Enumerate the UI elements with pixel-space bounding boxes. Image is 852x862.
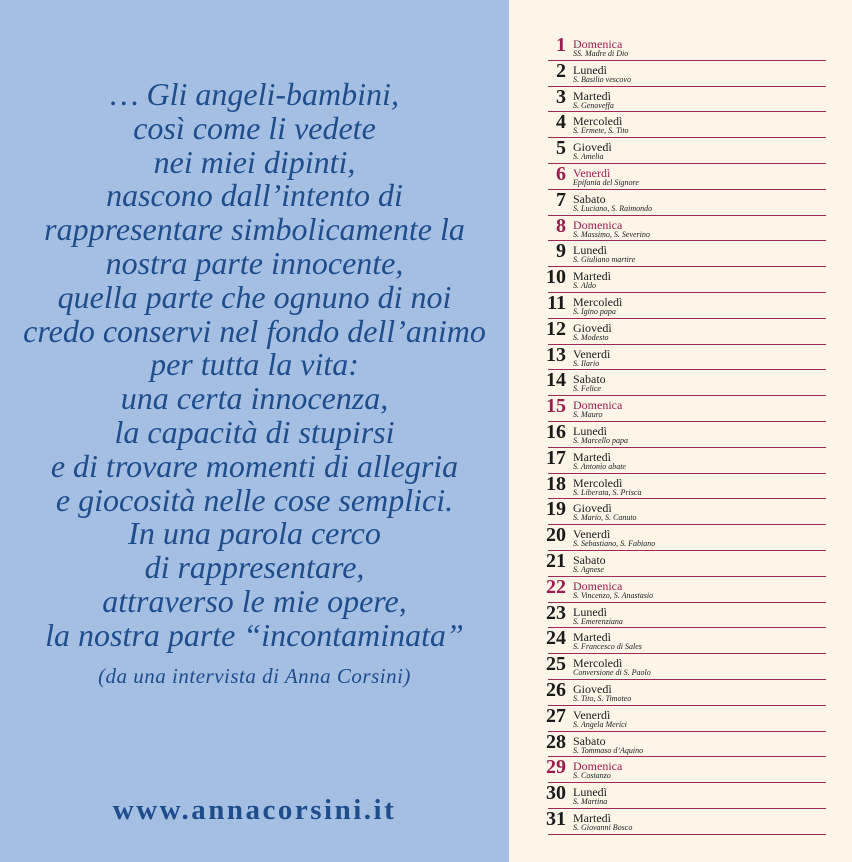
calendar-row (548, 61, 826, 87)
quote-block (0, 78, 509, 653)
day-number: 14 (546, 369, 566, 392)
calendar-row (548, 87, 826, 113)
saint-name: S. Giovanni Bosco (573, 822, 633, 832)
calendar-row (548, 680, 826, 706)
calendar-row (548, 757, 826, 783)
quote-line: … Gli angeli-bambini, (110, 76, 399, 112)
weekday-name: Mercoledì (573, 114, 623, 129)
weekday-name: Domenica (573, 759, 623, 774)
calendar-row (548, 732, 826, 758)
weekday-name: Domenica (573, 37, 623, 51)
saint-name: S. Costanzo (573, 771, 611, 781)
day-number: 9 (556, 240, 566, 263)
saint-name: S. Martina (573, 797, 608, 807)
weekday-name: Giovedì (573, 501, 612, 516)
saint-name: S. Francesco di Sales (573, 642, 642, 652)
saint-name: S. Tito, S. Timoteo (573, 693, 632, 703)
calendar-row (548, 783, 826, 809)
saint-name: S. Sebastiano, S. Fabiano (573, 539, 656, 549)
saint-name: S. Agnese (573, 564, 604, 574)
quote-line: la nostra parte “incontaminata” (45, 616, 464, 653)
website-url: www.annacorsini.it (112, 794, 397, 826)
saint-name: S. Igino papa (573, 306, 616, 316)
saint-name: S. Mauro (573, 410, 603, 420)
saint-name: S. Modesto (573, 332, 609, 342)
saint-name: S. Vincenzo, S. Anastasio (573, 590, 654, 600)
day-number: 22 (546, 575, 566, 598)
day-number: 19 (546, 498, 566, 521)
day-number: 31 (546, 807, 566, 830)
quote-line: In una parola cerco (128, 515, 381, 552)
calendar-row (548, 370, 826, 396)
quote-line: nascono dall’intento di (106, 177, 403, 214)
weekday-name: Lunedì (573, 785, 607, 800)
quote-line: e giocosità nelle cose semplici. (55, 481, 454, 518)
saint-name: S. Emerenziana (573, 616, 623, 626)
weekday-name: Mercoledì (573, 475, 623, 490)
weekday-name: Martedì (573, 88, 611, 103)
weekday-name: Lunedì (573, 62, 607, 77)
calendar-row (548, 499, 826, 525)
day-number: 4 (556, 111, 566, 134)
day-number: 30 (546, 782, 566, 805)
day-number: 3 (556, 85, 566, 108)
calendar-row (548, 422, 826, 448)
day-number: 8 (556, 214, 566, 237)
weekday-name: Venerdì (573, 707, 611, 722)
saint-name: Conversione di S. Paolo (573, 668, 651, 678)
weekday-name: Venerdì (573, 165, 611, 180)
quote-line: quella parte che ognuno di noi (57, 278, 452, 315)
calendar-row (548, 706, 826, 732)
right-panel (509, 0, 852, 862)
saint-name: S. Marcello papa (573, 435, 629, 445)
calendar-list (548, 35, 826, 835)
weekday-name: Domenica (573, 578, 623, 593)
day-number: 21 (546, 549, 566, 572)
calendar-row (548, 448, 826, 474)
calendar-row (548, 577, 826, 603)
weekday-name: Martedì (573, 630, 611, 645)
quote-line: di rappresentare, (144, 549, 365, 586)
calendar-row (548, 112, 826, 138)
day-number: 20 (546, 524, 566, 547)
day-number: 1 (556, 34, 566, 56)
saint-name: S. Genoveffa (573, 100, 614, 110)
day-number: 23 (546, 601, 566, 624)
weekday-name: Giovedì (573, 681, 612, 696)
weekday-name: Lunedì (573, 243, 607, 258)
day-number: 10 (546, 266, 566, 289)
weekday-name: Giovedì (573, 140, 612, 155)
calendar-row (548, 267, 826, 293)
weekday-name: Giovedì (573, 320, 612, 335)
calendar-row (548, 525, 826, 551)
quote-line: nei miei dipinti, (153, 143, 356, 180)
saint-name: S. Ermete, S. Tito (573, 126, 629, 136)
weekday-name: Venerdì (573, 346, 611, 361)
weekday-name: Martedì (573, 269, 611, 284)
calendar-row (548, 190, 826, 216)
day-number: 6 (556, 162, 566, 185)
weekday-name: Mercoledì (573, 294, 623, 309)
saint-name: S. Mario, S. Canuto (573, 513, 637, 523)
quote-line: e di trovare momenti di allegria (50, 447, 459, 484)
weekday-name: Lunedì (573, 604, 607, 619)
calendar-row (548, 293, 826, 319)
weekday-name: Sabato (573, 191, 606, 206)
calendar-row (548, 628, 826, 654)
weekday-name: Sabato (573, 552, 606, 567)
weekday-name: Mercoledì (573, 656, 623, 671)
quote-attribution: (da una intervista di Anna Corsini) (98, 664, 411, 688)
calendar-row (548, 319, 826, 345)
quote-line: per tutta la vita: (150, 346, 359, 383)
saint-name: S. Angela Merici (573, 719, 627, 729)
calendar-row (548, 603, 826, 629)
weekday-name: Domenica (573, 398, 623, 413)
day-number: 7 (556, 188, 566, 211)
saint-name: S. Luciano, S. Raimondo (573, 203, 653, 213)
day-number: 5 (556, 137, 566, 160)
weekday-name: Sabato (573, 372, 606, 387)
calendar-row (548, 216, 826, 242)
day-number: 26 (546, 678, 566, 701)
saint-name: S. Massimo, S. Severino (573, 229, 650, 239)
quote-line: così come li vedete (133, 109, 376, 146)
day-number: 27 (546, 704, 566, 727)
day-number: 13 (546, 343, 566, 366)
saint-name: SS. Madre di Dio (573, 49, 629, 58)
calendar-row (548, 35, 826, 61)
saint-name: S. Tommaso d’Aquino (573, 745, 644, 755)
calendar-row (548, 241, 826, 267)
saint-name: S. Ilario (573, 358, 600, 368)
saint-name: S. Giuliano martire (573, 255, 636, 265)
quote-line: la capacità di stupirsi (114, 413, 395, 450)
calendar-row (548, 654, 826, 680)
quote-line: nostra parte innocente, (105, 244, 404, 281)
calendar-row (548, 138, 826, 164)
quote-line: credo conservi nel fondo dell’animo (23, 312, 486, 349)
saint-name: Epifania del Signore (573, 177, 639, 187)
quote-line: una certa innocenza, (120, 380, 389, 417)
weekday-name: Martedì (573, 449, 611, 464)
weekday-name: Lunedì (573, 423, 607, 438)
quote-line: rappresentare simbolicamente la (44, 211, 465, 248)
saint-name: S. Felice (573, 384, 601, 394)
weekday-name: Sabato (573, 733, 606, 748)
weekday-name: Martedì (573, 810, 611, 825)
calendar-row (548, 809, 826, 835)
saint-name: S. Liberata, S. Prisca (573, 487, 642, 497)
weekday-name: Domenica (573, 217, 623, 232)
quote-line: attraverso le mie opere, (102, 582, 407, 619)
saint-name: S. Amelia (573, 152, 604, 162)
calendar-row (548, 345, 826, 371)
day-number: 28 (546, 730, 566, 753)
day-number: 17 (546, 446, 566, 469)
day-number: 25 (546, 653, 566, 676)
saint-name: S. Aldo (573, 281, 596, 291)
day-number: 29 (546, 756, 566, 779)
day-number: 11 (547, 291, 566, 314)
calendar-row (548, 396, 826, 422)
day-number: 15 (546, 395, 566, 418)
calendar-row (548, 551, 826, 577)
weekday-name: Venerdì (573, 527, 611, 542)
day-number: 16 (546, 420, 566, 443)
day-number: 24 (546, 627, 566, 650)
day-number: 12 (546, 317, 566, 340)
calendar-row (548, 164, 826, 190)
calendar-row (548, 474, 826, 500)
saint-name: S. Antonio abate (573, 461, 626, 471)
day-number: 18 (546, 472, 566, 495)
saint-name: S. Basilio vescovo (573, 74, 631, 84)
day-number: 2 (556, 59, 566, 82)
